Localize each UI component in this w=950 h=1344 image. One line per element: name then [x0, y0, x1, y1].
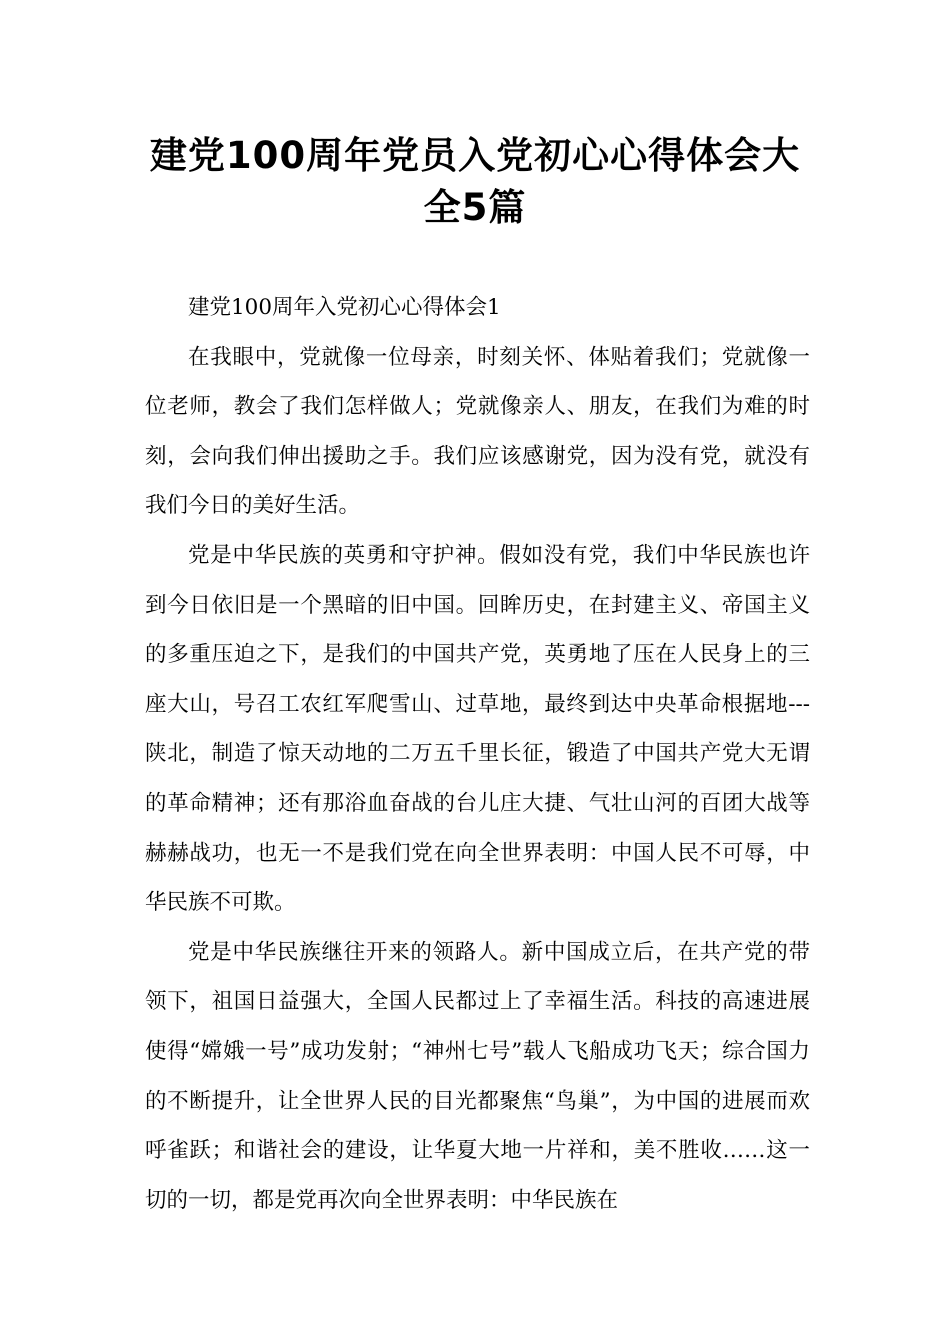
paragraph: 党是中华民族继往开来的领路人。新中国成立后，在共产党的带领下，祖国日益强大，全国人民都过上了幸福生活。科技的高速进展使得“嫦娥一号”成功发射；“神州七号”载人飞船成功飞天；综合国力的不断提升，让全世界人民的目光都聚焦“鸟巢”，为中国的进展而欢呼雀跃；和谐社会的建设，让华夏大地一片祥和，美不胜收……这一切的一切，都是党再次向全世界表明：中华民族在	[145, 939, 810, 1213]
document-title: 建党100周年党员入党初心心得体会大全5篇	[149, 134, 801, 229]
paragraph: 在我眼中，党就像一位母亲，时刻关怀、体贴着我们；党就像一位老师，教会了我们怎样做人；党就像亲人、朋友，在我们为难的时刻，会向我们伸出援助之手。我们应该感谢党，因为没有党，就没有我们今日的美好生活。	[145, 344, 810, 519]
document-body	[145, 283, 810, 1225]
section-heading: 建党100周年入党初心心得体会1	[188, 295, 501, 320]
paragraph: 党是中华民族的英勇和守护神。假如没有党，我们中华民族也许到今日依旧是一个黑暗的旧中国。回眸历史，在封建主义、帝国主义的多重压迫之下，是我们的中国共产党，英勇地了压在人民身上的三座大山，号召工农红军爬雪山、过草地，最终到达中央革命根据地---陕北，制造了惊天动地的二万五千里长征，锻造了中国共产党大无谓的革命精神；还有那浴血奋战的台儿庄大捷、气壮山河的百团大战等赫赫战功，也无一不是我们党在向全世界表明：中国人民不可辱，中华民族不可欺。	[145, 542, 810, 916]
